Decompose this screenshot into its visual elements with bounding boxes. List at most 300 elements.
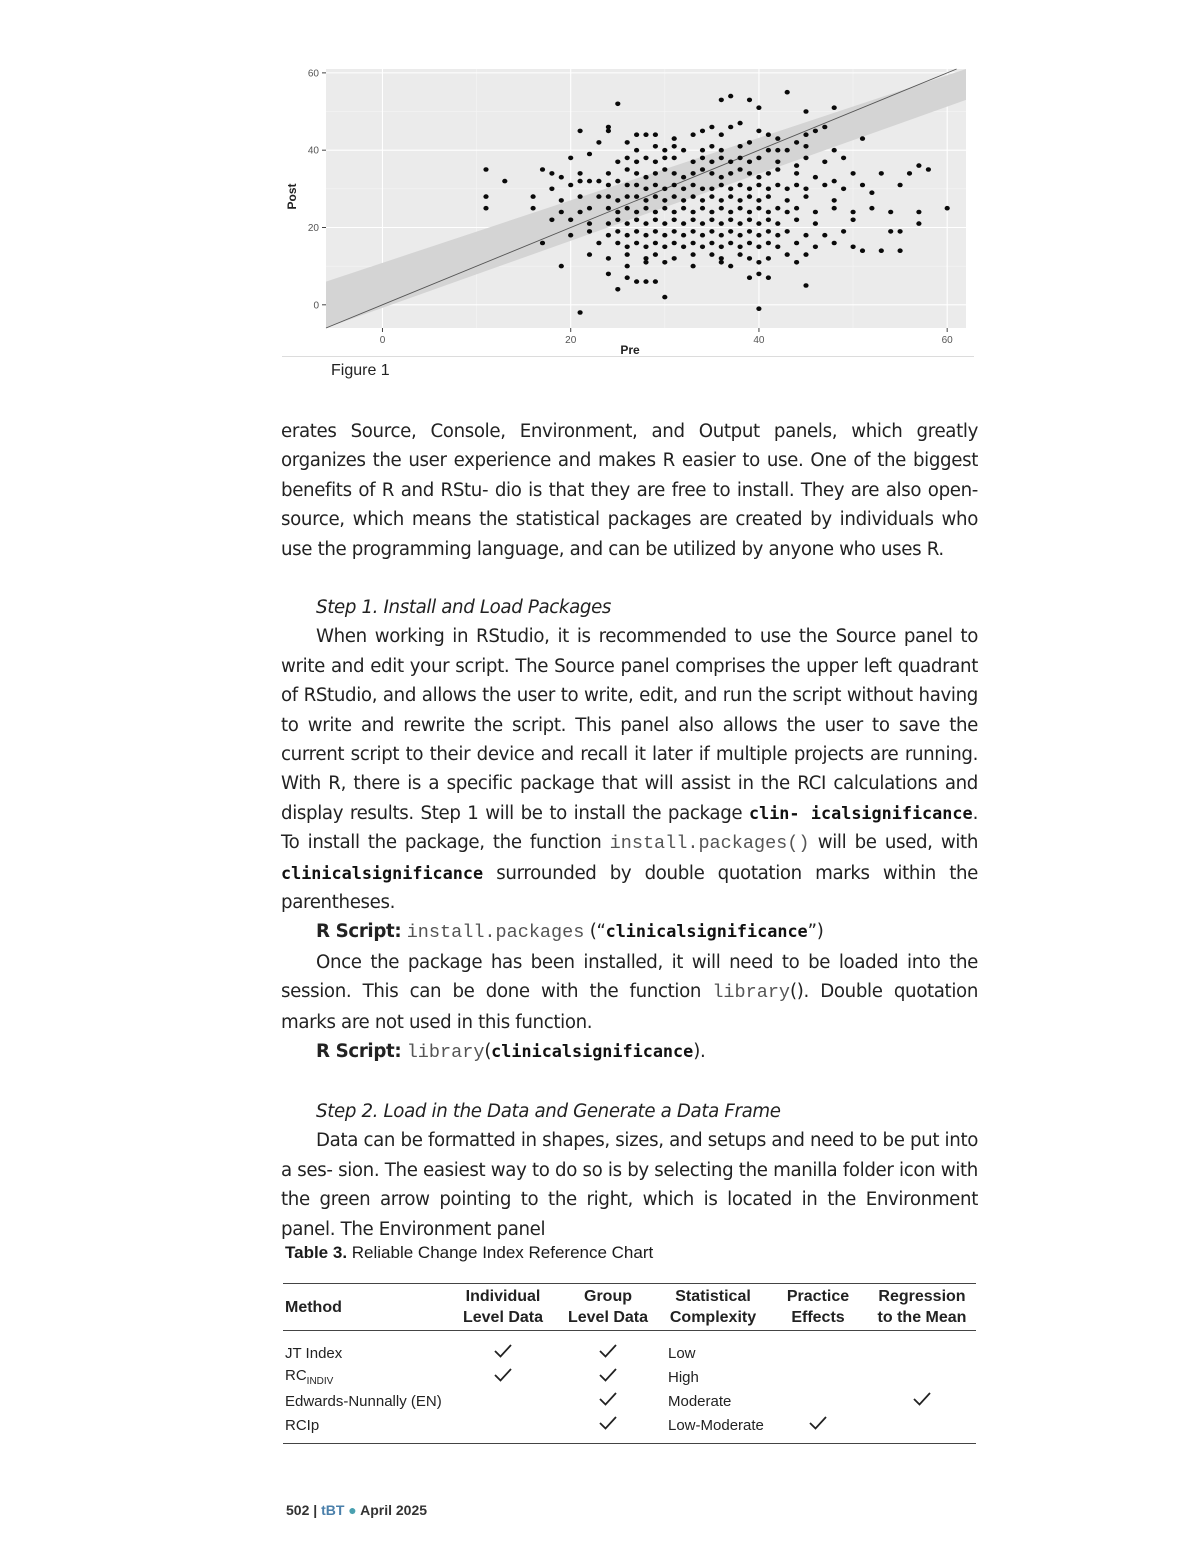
data-point bbox=[775, 136, 780, 141]
step1-paragraph-1 bbox=[281, 622, 978, 917]
data-point bbox=[615, 102, 620, 107]
data-point bbox=[653, 144, 658, 149]
data-point bbox=[709, 241, 714, 246]
data-point bbox=[747, 218, 752, 223]
data-point bbox=[615, 287, 620, 292]
cell-complexity: Low bbox=[668, 1344, 696, 1362]
data-point bbox=[775, 245, 780, 250]
data-point bbox=[747, 210, 752, 215]
data-point bbox=[643, 198, 648, 203]
data-point bbox=[653, 194, 658, 199]
data-point bbox=[615, 160, 620, 165]
data-point bbox=[606, 256, 611, 261]
data-point bbox=[803, 252, 808, 257]
data-point bbox=[794, 171, 799, 176]
data-point bbox=[794, 241, 799, 246]
data-point bbox=[719, 148, 724, 153]
data-point bbox=[775, 206, 780, 211]
data-point bbox=[625, 194, 630, 199]
data-point bbox=[578, 179, 583, 184]
data-point bbox=[625, 245, 630, 250]
header-regression: Regression to the Mean bbox=[877, 1288, 967, 1326]
data-point bbox=[766, 210, 771, 215]
rscript-label: R Script: bbox=[316, 921, 402, 943]
data-point bbox=[860, 183, 865, 188]
data-point bbox=[775, 221, 780, 226]
footer-dot: ● bbox=[344, 1502, 361, 1518]
data-point bbox=[738, 252, 743, 257]
y-tick-label: 20 bbox=[307, 222, 319, 234]
data-point bbox=[794, 218, 799, 223]
data-point bbox=[766, 218, 771, 223]
data-point bbox=[728, 210, 733, 215]
cell-group bbox=[558, 1389, 658, 1413]
data-point bbox=[634, 160, 639, 165]
issue-date: April 2025 bbox=[360, 1502, 428, 1518]
data-point bbox=[625, 275, 630, 280]
data-point bbox=[672, 136, 677, 141]
cell-method: JT Index bbox=[285, 1344, 343, 1362]
table-row bbox=[283, 1331, 976, 1366]
package-name-inline: clinicalsignificance bbox=[281, 862, 484, 883]
data-point bbox=[813, 210, 818, 215]
cell-individual bbox=[448, 1389, 558, 1413]
data-point bbox=[625, 206, 630, 211]
data-point bbox=[700, 206, 705, 211]
step1-text-b: . To install the package, the function bbox=[281, 802, 978, 854]
data-point bbox=[813, 175, 818, 180]
data-point bbox=[728, 194, 733, 199]
data-point bbox=[672, 156, 677, 161]
data-point bbox=[634, 210, 639, 215]
script2-open: ( bbox=[484, 1041, 492, 1063]
data-point bbox=[681, 148, 686, 153]
data-point bbox=[587, 179, 592, 184]
x-tick-label: 20 bbox=[565, 335, 577, 346]
y-axis-label: Post bbox=[285, 183, 299, 210]
figure-caption: Figure 1 bbox=[331, 362, 390, 379]
data-point bbox=[766, 194, 771, 199]
data-point bbox=[606, 272, 611, 277]
data-point bbox=[785, 229, 790, 234]
data-point bbox=[803, 233, 808, 238]
data-point bbox=[794, 163, 799, 168]
data-point bbox=[568, 183, 573, 188]
data-point bbox=[766, 229, 771, 234]
script1-function: install.packages bbox=[406, 922, 585, 944]
data-point bbox=[719, 245, 724, 250]
data-point bbox=[719, 198, 724, 203]
data-point bbox=[728, 125, 733, 130]
data-point bbox=[643, 260, 648, 265]
data-point bbox=[775, 167, 780, 172]
data-point bbox=[691, 264, 696, 269]
rci-reference-table bbox=[283, 1283, 976, 1444]
script2-function: library bbox=[406, 1042, 485, 1064]
data-point bbox=[860, 248, 865, 253]
data-point bbox=[709, 229, 714, 234]
step1-text-a: When working in RStudio, it is recommended to use the Source panel to write and edit your script. The Source panel comprises the upper left quadrant of RStudio, and allows the user to write, edit, and run the script without having to write and rewrite the script. This panel also allows the user to save the current script to their device and recall it later if multiple projects are running. With R, there is a specific package that will assist in the RCI calculations and display results. Step 1 will be to install the package bbox=[281, 626, 978, 824]
data-point bbox=[822, 160, 827, 165]
y-tick-label: 60 bbox=[307, 68, 319, 80]
data-point bbox=[728, 160, 733, 165]
data-point bbox=[625, 233, 630, 238]
data-point bbox=[794, 260, 799, 265]
data-point bbox=[756, 105, 761, 110]
cell-practice bbox=[768, 1389, 868, 1413]
data-point bbox=[568, 218, 573, 223]
data-point bbox=[916, 221, 921, 226]
data-point bbox=[803, 194, 808, 199]
data-point bbox=[813, 129, 818, 134]
data-point bbox=[832, 198, 837, 203]
scatter-plot-figure bbox=[282, 62, 976, 362]
cell-individual bbox=[448, 1331, 558, 1366]
data-point bbox=[738, 167, 743, 172]
checkmark-icon bbox=[808, 1415, 828, 1431]
data-point bbox=[672, 229, 677, 234]
data-point bbox=[625, 264, 630, 269]
data-point bbox=[709, 218, 714, 223]
data-point bbox=[738, 183, 743, 188]
data-point bbox=[578, 194, 583, 199]
data-point bbox=[662, 245, 667, 250]
data-point bbox=[681, 175, 686, 180]
header-method: Method bbox=[285, 1298, 342, 1316]
data-point bbox=[531, 194, 536, 199]
data-point bbox=[785, 198, 790, 203]
checkmark-icon bbox=[912, 1391, 932, 1407]
checkmark-icon bbox=[598, 1367, 618, 1383]
data-point bbox=[860, 136, 865, 141]
script1-close: ”) bbox=[807, 921, 824, 943]
cell-practice bbox=[768, 1365, 868, 1389]
data-point bbox=[898, 248, 903, 253]
data-point bbox=[568, 233, 573, 238]
cell-complexity: Low-Moderate bbox=[658, 1413, 768, 1444]
data-point bbox=[775, 183, 780, 188]
data-point bbox=[559, 198, 564, 203]
data-point bbox=[822, 183, 827, 188]
data-point bbox=[756, 129, 761, 134]
data-point bbox=[634, 171, 639, 176]
data-point bbox=[738, 245, 743, 250]
script2-argument: clinicalsignificance bbox=[491, 1041, 694, 1062]
checkmark-icon bbox=[493, 1343, 513, 1359]
data-point bbox=[672, 183, 677, 188]
data-point bbox=[709, 125, 714, 130]
data-point bbox=[634, 279, 639, 284]
data-point bbox=[634, 132, 639, 137]
data-point bbox=[653, 279, 658, 284]
data-point bbox=[606, 206, 611, 211]
script1-open: (“ bbox=[584, 921, 606, 943]
y-tick-label: 0 bbox=[313, 300, 319, 312]
data-point bbox=[879, 248, 884, 253]
cell-practice bbox=[768, 1413, 868, 1444]
step2-heading: Step 2. Load in the Data and Generate a Data Frame bbox=[316, 1100, 781, 1122]
data-point bbox=[794, 140, 799, 145]
data-point bbox=[738, 221, 743, 226]
data-point bbox=[559, 175, 564, 180]
y-tick-label: 40 bbox=[307, 145, 319, 157]
data-point bbox=[709, 160, 714, 165]
footer-separator: | bbox=[309, 1502, 322, 1518]
data-point bbox=[747, 160, 752, 165]
data-point bbox=[719, 98, 724, 103]
data-point bbox=[578, 210, 583, 215]
step1-p2-text-a: Once the package has been installed, it will need to be loaded into the session. This can be done with the function bbox=[281, 951, 978, 1003]
data-point bbox=[691, 132, 696, 137]
cell-method: Edwards-Nunnally (EN) bbox=[285, 1392, 442, 1410]
data-point bbox=[738, 156, 743, 161]
cell-regression bbox=[868, 1365, 976, 1389]
data-point bbox=[662, 167, 667, 172]
data-point bbox=[578, 310, 583, 315]
data-point bbox=[643, 279, 648, 284]
data-point bbox=[841, 187, 846, 192]
journal-brand: tBT bbox=[321, 1502, 345, 1518]
data-point bbox=[766, 275, 771, 280]
data-point bbox=[606, 233, 611, 238]
data-point bbox=[822, 233, 827, 238]
data-point bbox=[898, 229, 903, 234]
data-point bbox=[700, 233, 705, 238]
data-point bbox=[681, 221, 686, 226]
steps-text-block bbox=[281, 593, 978, 1244]
cell-individual bbox=[448, 1365, 558, 1389]
data-point bbox=[709, 252, 714, 257]
cell-individual bbox=[448, 1413, 558, 1444]
data-point bbox=[747, 241, 752, 246]
data-point bbox=[615, 229, 620, 234]
data-point bbox=[803, 132, 808, 137]
data-point bbox=[907, 171, 912, 176]
data-point bbox=[888, 210, 893, 215]
data-point bbox=[662, 148, 667, 153]
scatter-plot bbox=[282, 62, 976, 356]
data-point bbox=[578, 129, 583, 134]
table-row bbox=[283, 1365, 976, 1389]
data-point bbox=[869, 190, 874, 195]
data-point bbox=[775, 233, 780, 238]
data-point bbox=[653, 218, 658, 223]
checkmark-icon bbox=[598, 1343, 618, 1359]
data-point bbox=[634, 194, 639, 199]
data-point bbox=[643, 245, 648, 250]
x-tick-label: 40 bbox=[753, 335, 765, 346]
table-caption-label: Table 3. bbox=[285, 1243, 348, 1262]
data-point bbox=[653, 210, 658, 215]
data-point bbox=[540, 167, 545, 172]
cell-method: $RC_{INDIV}$ bbox=[285, 1367, 334, 1387]
data-point bbox=[578, 171, 583, 176]
checkmark-icon bbox=[493, 1367, 513, 1383]
data-point bbox=[691, 241, 696, 246]
data-point bbox=[606, 171, 611, 176]
data-point bbox=[691, 252, 696, 257]
data-point bbox=[643, 233, 648, 238]
data-point bbox=[672, 194, 677, 199]
data-point bbox=[756, 156, 761, 161]
data-point bbox=[691, 229, 696, 234]
data-point bbox=[606, 125, 611, 130]
data-point bbox=[662, 198, 667, 203]
data-point bbox=[775, 160, 780, 165]
data-point bbox=[662, 206, 667, 211]
table-caption-text: Reliable Change Index Reference Chart bbox=[347, 1243, 654, 1262]
data-point bbox=[869, 206, 874, 211]
data-point bbox=[719, 183, 724, 188]
data-point bbox=[625, 140, 630, 145]
data-point bbox=[756, 206, 761, 211]
data-point bbox=[587, 206, 592, 211]
data-point bbox=[615, 218, 620, 223]
data-point bbox=[606, 194, 611, 199]
data-point bbox=[728, 218, 733, 223]
x-tick-label: 0 bbox=[379, 335, 386, 346]
data-point bbox=[719, 156, 724, 161]
checkmark-icon bbox=[598, 1391, 618, 1407]
data-point bbox=[766, 171, 771, 176]
data-point bbox=[719, 260, 724, 265]
data-point bbox=[766, 132, 771, 137]
data-point bbox=[851, 218, 856, 223]
data-point bbox=[662, 295, 667, 300]
data-point bbox=[653, 252, 658, 257]
data-point bbox=[832, 105, 837, 110]
data-point bbox=[672, 210, 677, 215]
step1-p2-text-b: (). Double quotation marks are not used in this function. bbox=[281, 981, 978, 1033]
data-point bbox=[653, 229, 658, 234]
header-individual: Individual Level Data bbox=[462, 1288, 544, 1326]
step2-paragraph: Data can be formatted in shapes, sizes, and setups and need to be put into a ses- sion. The easiest way to do so is by selecting the manilla folder icon with the green arrow pointing to the right, which is located in the Environment panel. The Environment panel bbox=[281, 1130, 978, 1240]
data-point bbox=[747, 275, 752, 280]
data-point bbox=[672, 218, 677, 223]
data-point bbox=[568, 156, 573, 161]
data-point bbox=[643, 132, 648, 137]
data-point bbox=[766, 256, 771, 261]
data-point bbox=[483, 167, 488, 172]
data-point bbox=[606, 221, 611, 226]
cell-regression bbox=[868, 1413, 976, 1444]
data-point bbox=[747, 187, 752, 192]
intro-paragraph-block bbox=[281, 417, 978, 564]
data-point bbox=[587, 221, 592, 226]
step1-heading: Step 1. Install and Load Packages bbox=[316, 597, 612, 618]
data-point bbox=[606, 183, 611, 188]
data-point bbox=[747, 229, 752, 234]
cell-group bbox=[558, 1331, 658, 1366]
data-point bbox=[615, 179, 620, 184]
data-point bbox=[700, 187, 705, 192]
cell-group bbox=[558, 1413, 658, 1444]
step1-text-d: surrounded by double quotation marks within the parentheses. bbox=[281, 862, 978, 914]
data-point bbox=[700, 167, 705, 172]
data-point bbox=[728, 229, 733, 234]
spacer bbox=[281, 1068, 978, 1097]
data-point bbox=[625, 183, 630, 188]
data-point bbox=[643, 221, 648, 226]
data-point bbox=[615, 210, 620, 215]
data-point bbox=[785, 187, 790, 192]
checkmark-icon bbox=[598, 1415, 618, 1431]
cell-regression bbox=[868, 1389, 976, 1413]
data-point bbox=[794, 206, 799, 211]
data-point bbox=[625, 252, 630, 257]
x-tick-label: 60 bbox=[941, 335, 953, 346]
data-point bbox=[615, 198, 620, 203]
data-point bbox=[653, 171, 658, 176]
data-point bbox=[700, 156, 705, 161]
data-point bbox=[738, 144, 743, 149]
data-point bbox=[691, 218, 696, 223]
library-function-code: library bbox=[712, 982, 791, 1004]
install-function-code: install.packages() bbox=[609, 833, 810, 855]
data-point bbox=[832, 148, 837, 153]
data-point bbox=[728, 94, 733, 99]
data-point bbox=[691, 194, 696, 199]
step1-text-c: will be used, with bbox=[809, 832, 979, 854]
data-point bbox=[738, 206, 743, 211]
data-point bbox=[634, 229, 639, 234]
data-point bbox=[587, 229, 592, 234]
data-point bbox=[738, 233, 743, 238]
data-point bbox=[728, 264, 733, 269]
data-point bbox=[634, 183, 639, 188]
data-point bbox=[926, 167, 931, 172]
data-point bbox=[681, 187, 686, 192]
data-point bbox=[549, 218, 554, 223]
data-point bbox=[596, 194, 601, 199]
cell-regression bbox=[868, 1331, 976, 1366]
data-point bbox=[728, 187, 733, 192]
data-point bbox=[841, 156, 846, 161]
intro-paragraph: erates Source, Console, Environment, and Output panels, which greatly organizes the user experience and makes R easier to use. One of the biggest benefits of R and RStu- dio is that they are free to install. They are also open-source, which means the statistical packages are created by individuals who use the programming language, and can be utilized by anyone who uses R. bbox=[281, 421, 978, 560]
data-point bbox=[672, 241, 677, 246]
data-point bbox=[672, 171, 677, 176]
data-point bbox=[653, 241, 658, 246]
data-point bbox=[879, 171, 884, 176]
data-point bbox=[587, 152, 592, 157]
data-point bbox=[502, 179, 507, 184]
x-axis-label: Pre bbox=[620, 343, 640, 356]
data-point bbox=[681, 233, 686, 238]
rscript-label: R Script: bbox=[316, 1041, 402, 1063]
data-point bbox=[549, 187, 554, 192]
data-point bbox=[700, 198, 705, 203]
data-point bbox=[700, 129, 705, 134]
data-point bbox=[643, 206, 648, 211]
data-point bbox=[888, 229, 893, 234]
data-point bbox=[662, 221, 667, 226]
data-point bbox=[756, 233, 761, 238]
data-point bbox=[643, 175, 648, 180]
script1-argument: clinicalsignificance bbox=[605, 921, 808, 942]
data-point bbox=[851, 171, 856, 176]
data-point bbox=[803, 109, 808, 114]
table-header-row bbox=[283, 1284, 976, 1331]
data-point bbox=[483, 194, 488, 199]
table-row bbox=[283, 1389, 976, 1413]
data-point bbox=[596, 179, 601, 184]
page-footer bbox=[286, 1502, 427, 1518]
rscript-library-line bbox=[281, 1037, 978, 1067]
rscript-install-line bbox=[281, 917, 978, 947]
data-point bbox=[916, 163, 921, 168]
data-point bbox=[756, 260, 761, 265]
data-point bbox=[700, 245, 705, 250]
